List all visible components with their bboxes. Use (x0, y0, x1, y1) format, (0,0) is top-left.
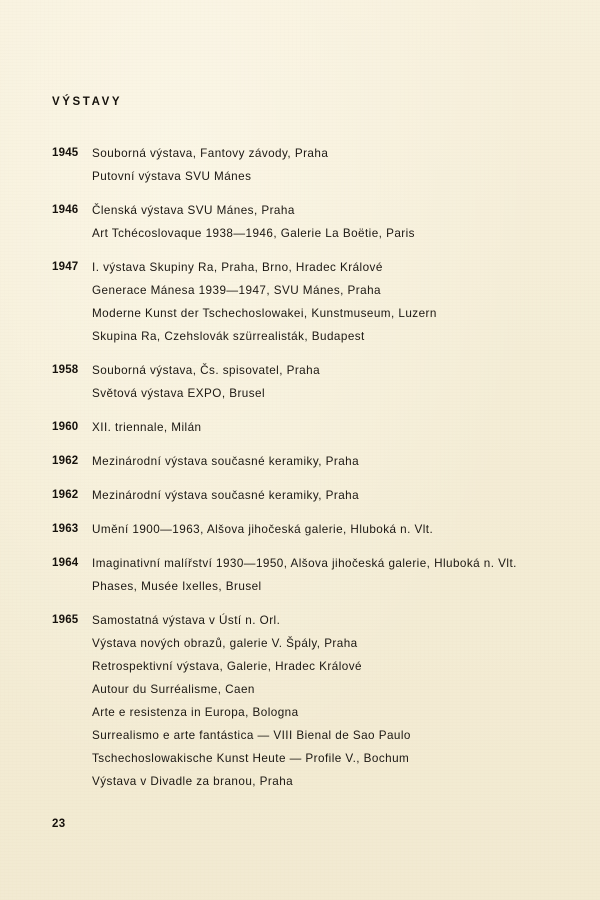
entry-line: Moderne Kunst der Tschechoslowakei, Kunstmuseum, Luzern (92, 307, 437, 320)
entry-lines (92, 256, 552, 348)
entry-line: Výstava v Divadle za branou, Praha (92, 775, 294, 788)
entry-line: Světová výstava EXPO, Brusel (92, 387, 266, 400)
entry-lines (92, 552, 552, 598)
entry-line: Souborná výstava, Fantovy závody, Praha (92, 147, 329, 160)
entry-line: Surrealismo e arte fantástica — VIII Bienal de Sao Paulo (92, 729, 411, 742)
exhibition-entry (52, 199, 552, 245)
entry-line: Arte e resistenza in Europa, Bologna (92, 706, 299, 719)
entry-year: 1947 (52, 261, 79, 273)
entry-year: 1965 (52, 614, 79, 626)
exhibition-entry (52, 359, 552, 405)
entry-year: 1946 (52, 204, 79, 216)
entry-line: Tschechoslowakische Kunst Heute — Profile V., Bochum (92, 752, 410, 765)
entry-line: Retrospektivní výstava, Galerie, Hradec Králové (92, 660, 362, 673)
entry-line: Samostatná výstava v Ústí n. Orl. (92, 614, 281, 627)
entry-year: 1964 (52, 557, 79, 569)
exhibition-entry (52, 142, 552, 188)
entry-line: Skupina Ra, Czehslovák szürrealisták, Budapest (92, 330, 365, 343)
entry-line: Výstava nových obrazů, galerie V. Špály, Praha (92, 637, 358, 650)
entry-line: Autour du Surréalisme, Caen (92, 683, 255, 696)
entry-lines (92, 484, 552, 507)
entry-year: 1962 (52, 455, 79, 467)
entry-line: Imaginativní malířství 1930—1950, Alšova jihočeská galerie, Hluboká n. Vlt. (92, 557, 517, 570)
entry-line: Art Tchécoslovaque 1938—1946, Galerie La Boëtie, Paris (92, 227, 415, 240)
page-number: 23 (52, 818, 66, 830)
entry-line: Generace Mánesa 1939—1947, SVU Mánes, Praha (92, 284, 381, 297)
entry-line: Umění 1900—1963, Alšova jihočeská galerie, Hluboká n. Vlt. (92, 523, 434, 536)
entry-line: Phases, Musée Ixelles, Brusel (92, 580, 262, 593)
entry-line: Mezinárodní výstava současné keramiky, Praha (92, 489, 360, 502)
entry-lines (92, 416, 552, 439)
entry-year: 1958 (52, 364, 79, 376)
entry-year: 1962 (52, 489, 79, 501)
entry-year: 1960 (52, 421, 79, 433)
exhibition-entry (52, 416, 552, 439)
entry-line: Mezinárodní výstava současné keramiky, Praha (92, 455, 360, 468)
entry-line: I. výstava Skupiny Ra, Praha, Brno, Hradec Králové (92, 261, 383, 274)
page-title: VÝSTAVY (52, 96, 123, 108)
exhibition-list (52, 142, 552, 793)
entry-lines (92, 518, 552, 541)
entry-year: 1945 (52, 147, 79, 159)
entry-line: Putovní výstava SVU Mánes (92, 170, 252, 183)
exhibition-entry (52, 450, 552, 473)
entry-year: 1963 (52, 523, 79, 535)
entry-lines (92, 450, 552, 473)
entry-lines (92, 609, 552, 793)
exhibition-entry (52, 518, 552, 541)
entry-line: XII. triennale, Milán (92, 421, 202, 434)
entry-lines (92, 199, 552, 245)
entry-lines (92, 359, 552, 405)
entry-line: Souborná výstava, Čs. spisovatel, Praha (92, 364, 321, 377)
exhibition-entry (52, 552, 552, 598)
entry-line: Členská výstava SVU Mánes, Praha (92, 204, 295, 217)
exhibition-entry (52, 256, 552, 348)
entry-lines (92, 142, 552, 188)
exhibition-entry (52, 484, 552, 507)
page-content (52, 96, 552, 804)
exhibition-entry (52, 609, 552, 793)
